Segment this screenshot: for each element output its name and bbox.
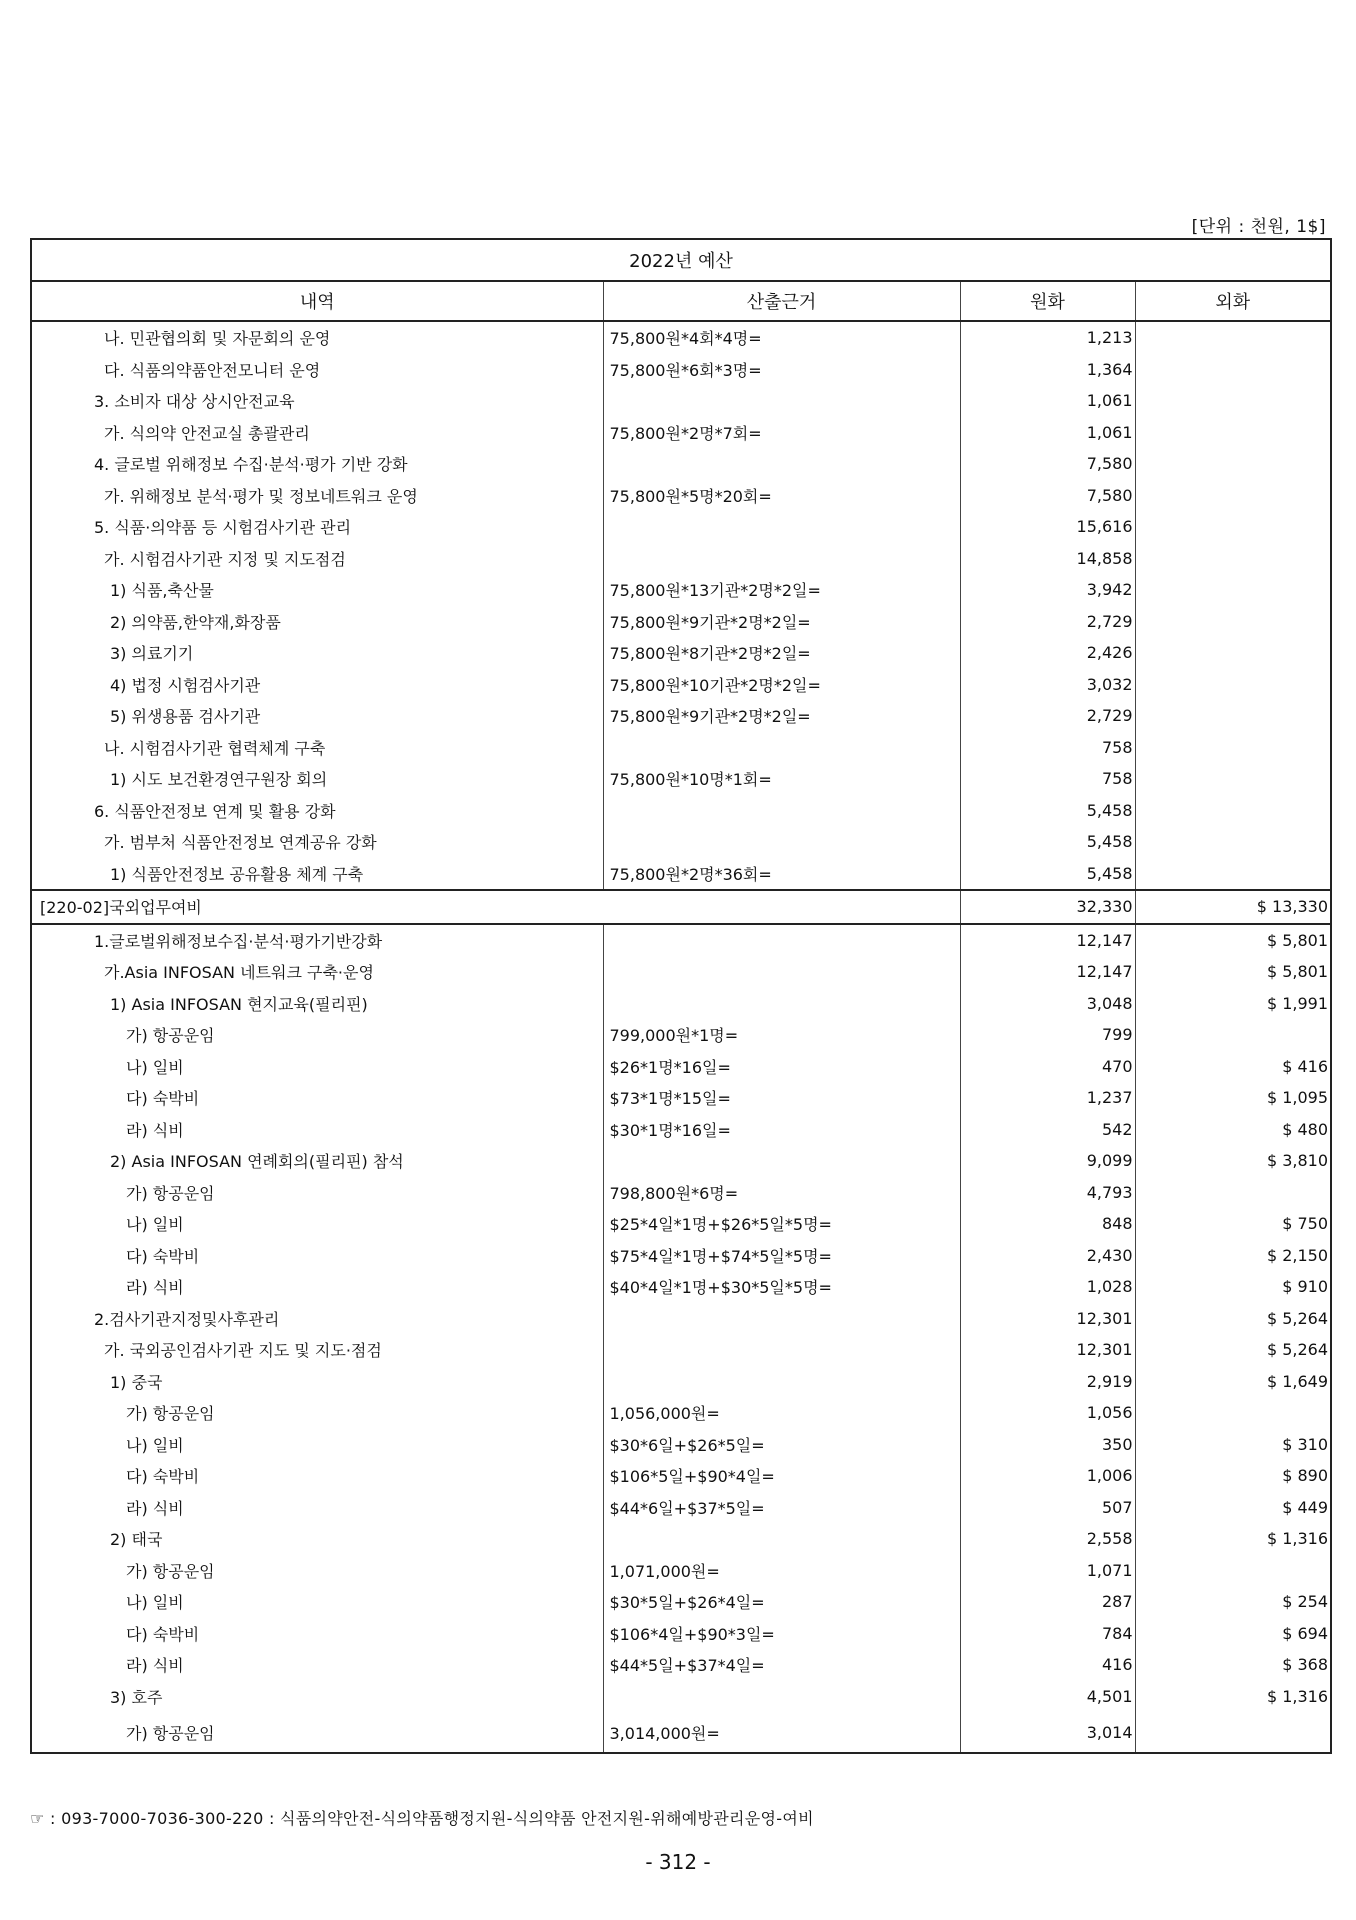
krw-cell: 350 — [960, 1429, 1135, 1461]
item-cell: 1.글로벌위해정보수집·분석·평가기반강화 — [31, 924, 603, 957]
basis-cell: $106*4일+$90*3일= — [603, 1618, 960, 1650]
krw-cell: 12,301 — [960, 1334, 1135, 1366]
krw-cell: 1,006 — [960, 1460, 1135, 1492]
table-row — [31, 1555, 1331, 1587]
krw-cell: 470 — [960, 1051, 1135, 1083]
table-row — [31, 480, 1331, 512]
fx-cell: $ 694 — [1135, 1618, 1331, 1650]
fx-cell: $ 5,801 — [1135, 956, 1331, 988]
fx-cell: $ 1,095 — [1135, 1082, 1331, 1114]
table-row — [31, 1145, 1331, 1177]
item-cell: 라) 식비 — [31, 1649, 603, 1681]
basis-cell: 798,800원*6명= — [603, 1177, 960, 1209]
fx-cell — [1135, 480, 1331, 512]
fx-cell — [1135, 732, 1331, 764]
item-cell: 나. 민관협의회 및 자문회의 운영 — [31, 321, 603, 354]
basis-cell — [603, 988, 960, 1020]
item-cell: 5. 식품·의약품 등 시험검사기관 관리 — [31, 511, 603, 543]
table-row — [31, 956, 1331, 988]
table-row — [31, 637, 1331, 669]
table-row — [31, 1271, 1331, 1303]
basis-cell: 75,800원*10명*1회= — [603, 763, 960, 795]
basis-cell: 75,800원*10기관*2명*2일= — [603, 669, 960, 701]
fx-cell — [1135, 669, 1331, 701]
table-row — [31, 543, 1331, 575]
item-cell: 나) 일비 — [31, 1429, 603, 1461]
krw-cell: 287 — [960, 1586, 1135, 1618]
fx-cell: $ 5,264 — [1135, 1303, 1331, 1335]
table-row — [31, 385, 1331, 417]
basis-cell — [603, 1523, 960, 1555]
fx-cell — [1135, 511, 1331, 543]
krw-cell: 4,501 — [960, 1681, 1135, 1713]
item-cell: 2) 태국 — [31, 1523, 603, 1555]
item-cell: 1) 식품안전정보 공유활용 체계 구축 — [31, 858, 603, 891]
table-row — [31, 1586, 1331, 1618]
basis-cell — [603, 732, 960, 764]
krw-cell: 32,330 — [960, 890, 1135, 924]
krw-cell: 7,580 — [960, 480, 1135, 512]
item-cell: 나) 일비 — [31, 1208, 603, 1240]
fx-cell: $ 449 — [1135, 1492, 1331, 1524]
basis-cell — [603, 1681, 960, 1713]
krw-cell: 3,014 — [960, 1712, 1135, 1753]
fx-cell — [1135, 543, 1331, 575]
fx-cell: $ 5,264 — [1135, 1334, 1331, 1366]
fx-cell: $ 310 — [1135, 1429, 1331, 1461]
table-row — [31, 1334, 1331, 1366]
table-row — [31, 700, 1331, 732]
basis-cell: $44*5일+$37*4일= — [603, 1649, 960, 1681]
table-row — [31, 1303, 1331, 1335]
item-cell: 나. 시험검사기관 협력체계 구축 — [31, 732, 603, 764]
basis-cell: 799,000원*1명= — [603, 1019, 960, 1051]
unit-label: [단위 : 천원, 1$] — [1191, 217, 1326, 237]
fx-cell: $ 1,316 — [1135, 1523, 1331, 1555]
item-cell: 3. 소비자 대상 상시안전교육 — [31, 385, 603, 417]
table-row — [31, 1208, 1331, 1240]
item-cell: 가. 범부처 식품안전정보 연계공유 강화 — [31, 826, 603, 858]
basis-cell — [603, 448, 960, 480]
table-row — [31, 511, 1331, 543]
basis-cell: $30*5일+$26*4일= — [603, 1586, 960, 1618]
krw-cell: 416 — [960, 1649, 1135, 1681]
table-row — [31, 1177, 1331, 1209]
fx-cell — [1135, 321, 1331, 354]
item-cell: 가) 항공운임 — [31, 1712, 603, 1753]
krw-cell: 2,919 — [960, 1366, 1135, 1398]
basis-cell — [603, 1303, 960, 1335]
table-row — [31, 1397, 1331, 1429]
item-cell: 라) 식비 — [31, 1114, 603, 1146]
table-row — [31, 1019, 1331, 1051]
krw-cell: 1,061 — [960, 385, 1135, 417]
item-cell: 4) 법정 시험검사기관 — [31, 669, 603, 701]
basis-cell — [603, 956, 960, 988]
item-cell: 가.Asia INFOSAN 네트워크 구축·운영 — [31, 956, 603, 988]
krw-cell: 15,616 — [960, 511, 1135, 543]
basis-cell: 1,056,000원= — [603, 1397, 960, 1429]
basis-cell — [603, 511, 960, 543]
basis-cell — [603, 924, 960, 957]
table-row — [31, 606, 1331, 638]
header-krw: 원화 — [960, 281, 1135, 321]
krw-cell: 7,580 — [960, 448, 1135, 480]
fx-cell — [1135, 417, 1331, 449]
table-row — [31, 1114, 1331, 1146]
krw-cell: 1,028 — [960, 1271, 1135, 1303]
krw-cell: 2,430 — [960, 1240, 1135, 1272]
fx-cell — [1135, 1177, 1331, 1209]
table-row — [31, 988, 1331, 1020]
table-row — [31, 1492, 1331, 1524]
budget-table — [30, 238, 1332, 1754]
item-cell: 가. 시험검사기관 지정 및 지도점검 — [31, 543, 603, 575]
fx-cell: $ 368 — [1135, 1649, 1331, 1681]
basis-cell — [603, 543, 960, 575]
table-row — [31, 1429, 1331, 1461]
krw-cell: 758 — [960, 763, 1135, 795]
table-row — [31, 669, 1331, 701]
krw-cell: 1,237 — [960, 1082, 1135, 1114]
header-basis: 산출근거 — [603, 281, 960, 321]
fx-cell: $ 13,330 — [1135, 890, 1331, 924]
krw-cell: 3,048 — [960, 988, 1135, 1020]
fx-cell: $ 890 — [1135, 1460, 1331, 1492]
krw-cell: 5,458 — [960, 826, 1135, 858]
fx-cell — [1135, 858, 1331, 891]
item-cell: 가) 항공운임 — [31, 1177, 603, 1209]
table-row — [31, 354, 1331, 386]
fx-cell — [1135, 354, 1331, 386]
item-cell: 3) 의료기기 — [31, 637, 603, 669]
item-cell: 가) 항공운임 — [31, 1555, 603, 1587]
basis-cell: 75,800원*5명*20회= — [603, 480, 960, 512]
krw-cell: 542 — [960, 1114, 1135, 1146]
krw-cell: 5,458 — [960, 795, 1135, 827]
table-row — [31, 1649, 1331, 1681]
item-cell: 다) 숙박비 — [31, 1618, 603, 1650]
item-cell: 3) 호주 — [31, 1681, 603, 1713]
krw-cell: 1,061 — [960, 417, 1135, 449]
krw-cell: 784 — [960, 1618, 1135, 1650]
item-cell: [220-02]국외업무여비 — [31, 890, 960, 924]
fx-cell — [1135, 826, 1331, 858]
krw-cell: 758 — [960, 732, 1135, 764]
fx-cell — [1135, 637, 1331, 669]
basis-cell — [603, 795, 960, 827]
basis-cell: $26*1명*16일= — [603, 1051, 960, 1083]
table-body — [31, 321, 1331, 1753]
basis-cell: $30*1명*16일= — [603, 1114, 960, 1146]
item-cell: 나) 일비 — [31, 1051, 603, 1083]
fx-cell — [1135, 795, 1331, 827]
fx-cell — [1135, 448, 1331, 480]
basis-cell: 75,800원*13기관*2명*2일= — [603, 574, 960, 606]
table-row — [31, 1082, 1331, 1114]
basis-cell: 3,014,000원= — [603, 1712, 960, 1753]
basis-cell: 75,800원*6회*3명= — [603, 354, 960, 386]
krw-cell: 2,558 — [960, 1523, 1135, 1555]
item-cell: 가. 식의약 안전교실 총괄관리 — [31, 417, 603, 449]
basis-cell — [603, 826, 960, 858]
table-row — [31, 574, 1331, 606]
table-row — [31, 1240, 1331, 1272]
fx-cell — [1135, 1712, 1331, 1753]
item-cell: 6. 식품안전정보 연계 및 활용 강화 — [31, 795, 603, 827]
krw-cell: 14,858 — [960, 543, 1135, 575]
fx-cell — [1135, 574, 1331, 606]
krw-cell: 4,793 — [960, 1177, 1135, 1209]
basis-cell: $73*1명*15일= — [603, 1082, 960, 1114]
item-cell: 라) 식비 — [31, 1271, 603, 1303]
footnote: ☞ : 093-7000-7036-300-220 : 식품의약안전-식의약품행정지원-식의약품 안전지원-위해예방관리운영-여비 — [30, 1809, 814, 1828]
fx-cell: $ 254 — [1135, 1586, 1331, 1618]
krw-cell: 1,364 — [960, 354, 1135, 386]
krw-cell: 5,458 — [960, 858, 1135, 891]
item-cell: 가. 위해정보 분석·평가 및 정보네트워크 운영 — [31, 480, 603, 512]
krw-cell: 2,729 — [960, 606, 1135, 638]
fx-cell — [1135, 1555, 1331, 1587]
krw-cell: 2,729 — [960, 700, 1135, 732]
table-row — [31, 732, 1331, 764]
item-cell: 2) Asia INFOSAN 연례회의(필리핀) 참석 — [31, 1145, 603, 1177]
krw-cell: 848 — [960, 1208, 1135, 1240]
basis-cell: $44*6일+$37*5일= — [603, 1492, 960, 1524]
fx-cell: $ 480 — [1135, 1114, 1331, 1146]
basis-cell: 75,800원*8기관*2명*2일= — [603, 637, 960, 669]
item-cell: 1) Asia INFOSAN 현지교육(필리핀) — [31, 988, 603, 1020]
item-cell: 가) 항공운임 — [31, 1397, 603, 1429]
item-cell: 다. 식품의약품안전모니터 운영 — [31, 354, 603, 386]
table-row — [31, 1523, 1331, 1555]
fx-cell: $ 5,801 — [1135, 924, 1331, 957]
basis-cell: 75,800원*9기관*2명*2일= — [603, 700, 960, 732]
table-row — [31, 924, 1331, 957]
basis-cell — [603, 1145, 960, 1177]
basis-cell: 75,800원*2명*36회= — [603, 858, 960, 891]
krw-cell: 1,213 — [960, 321, 1135, 354]
table-row — [31, 1366, 1331, 1398]
basis-cell: $40*4일*1명+$30*5일*5명= — [603, 1271, 960, 1303]
item-cell: 다) 숙박비 — [31, 1240, 603, 1272]
item-cell: 가) 항공운임 — [31, 1019, 603, 1051]
table-row — [31, 795, 1331, 827]
fx-cell: $ 1,991 — [1135, 988, 1331, 1020]
krw-cell: 12,147 — [960, 924, 1135, 957]
table-row — [31, 1460, 1331, 1492]
item-cell: 다) 숙박비 — [31, 1082, 603, 1114]
table-row — [31, 448, 1331, 480]
fx-cell — [1135, 700, 1331, 732]
krw-cell: 799 — [960, 1019, 1135, 1051]
header-item: 내역 — [31, 281, 603, 321]
table-row — [31, 858, 1331, 891]
krw-cell: 3,032 — [960, 669, 1135, 701]
fx-cell: $ 3,810 — [1135, 1145, 1331, 1177]
item-cell: 2) 의약품,한약재,화장품 — [31, 606, 603, 638]
section-row — [31, 890, 1331, 924]
item-cell: 가. 국외공인검사기관 지도 및 지도·점검 — [31, 1334, 603, 1366]
fx-cell: $ 416 — [1135, 1051, 1331, 1083]
item-cell: 5) 위생용품 검사기관 — [31, 700, 603, 732]
basis-cell: 75,800원*9기관*2명*2일= — [603, 606, 960, 638]
item-cell: 1) 시도 보건환경연구원장 회의 — [31, 763, 603, 795]
krw-cell: 2,426 — [960, 637, 1135, 669]
basis-cell — [603, 1366, 960, 1398]
table-row — [31, 826, 1331, 858]
item-cell: 다) 숙박비 — [31, 1460, 603, 1492]
fx-cell — [1135, 763, 1331, 795]
item-cell: 4. 글로벌 위해정보 수집·분석·평가 기반 강화 — [31, 448, 603, 480]
krw-cell: 12,147 — [960, 956, 1135, 988]
table-row — [31, 1712, 1331, 1753]
table-row — [31, 763, 1331, 795]
basis-cell: 75,800원*2명*7회= — [603, 417, 960, 449]
krw-cell: 1,071 — [960, 1555, 1135, 1587]
basis-cell — [603, 1334, 960, 1366]
fx-cell: $ 1,316 — [1135, 1681, 1331, 1713]
item-cell: 나) 일비 — [31, 1586, 603, 1618]
fx-cell — [1135, 385, 1331, 417]
table-row — [31, 1051, 1331, 1083]
fx-cell — [1135, 1397, 1331, 1429]
basis-cell: 75,800원*4회*4명= — [603, 321, 960, 354]
item-cell: 라) 식비 — [31, 1492, 603, 1524]
krw-cell: 12,301 — [960, 1303, 1135, 1335]
krw-cell: 1,056 — [960, 1397, 1135, 1429]
fx-cell: $ 2,150 — [1135, 1240, 1331, 1272]
basis-cell: $106*5일+$90*4일= — [603, 1460, 960, 1492]
basis-cell: $25*4일*1명+$26*5일*5명= — [603, 1208, 960, 1240]
fx-cell: $ 750 — [1135, 1208, 1331, 1240]
fx-cell: $ 910 — [1135, 1271, 1331, 1303]
table-row — [31, 321, 1331, 354]
item-cell: 1) 중국 — [31, 1366, 603, 1398]
table-title: 2022년 예산 — [31, 239, 1331, 281]
krw-cell: 3,942 — [960, 574, 1135, 606]
table-row — [31, 1681, 1331, 1713]
page-number: - 312 - — [645, 1850, 711, 1874]
krw-cell: 507 — [960, 1492, 1135, 1524]
krw-cell: 9,099 — [960, 1145, 1135, 1177]
header-fx: 외화 — [1135, 281, 1331, 321]
table-row — [31, 417, 1331, 449]
fx-cell — [1135, 606, 1331, 638]
basis-cell: $30*6일+$26*5일= — [603, 1429, 960, 1461]
item-cell: 1) 식품,축산물 — [31, 574, 603, 606]
fx-cell — [1135, 1019, 1331, 1051]
item-cell: 2.검사기관지정및사후관리 — [31, 1303, 603, 1335]
table-row — [31, 1618, 1331, 1650]
fx-cell: $ 1,649 — [1135, 1366, 1331, 1398]
basis-cell — [603, 385, 960, 417]
basis-cell: 1,071,000원= — [603, 1555, 960, 1587]
basis-cell: $75*4일*1명+$74*5일*5명= — [603, 1240, 960, 1272]
